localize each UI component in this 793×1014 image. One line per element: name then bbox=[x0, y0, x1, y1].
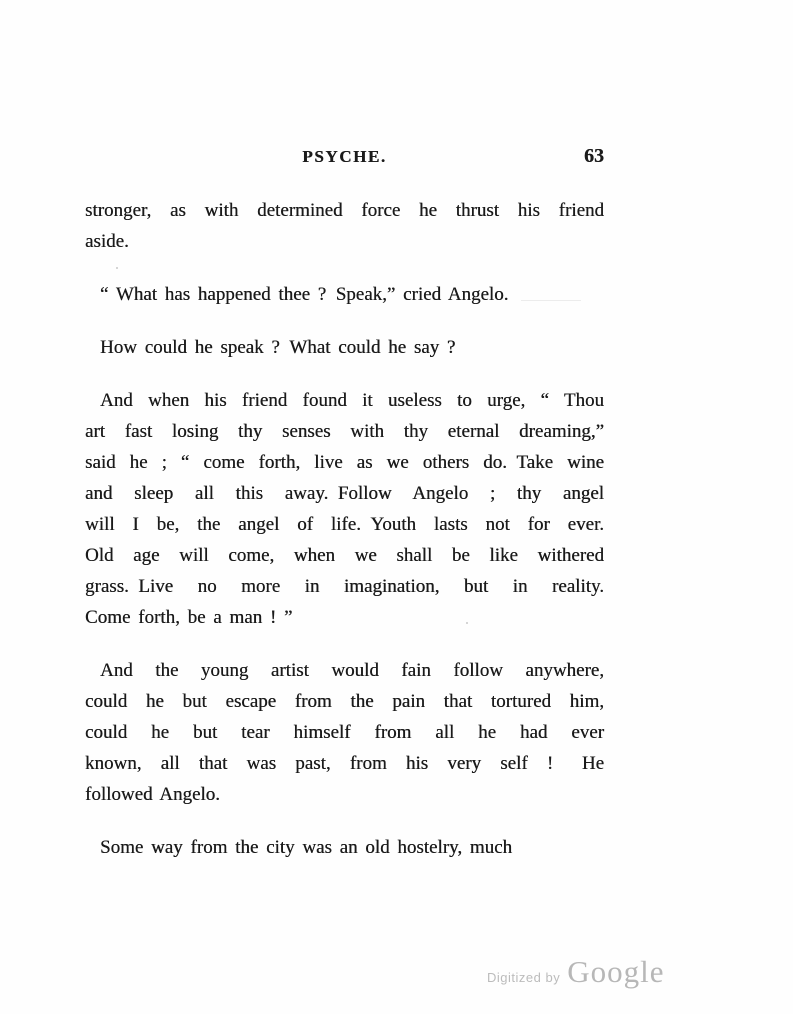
scan-speck bbox=[116, 267, 118, 269]
page-header bbox=[85, 147, 604, 171]
text-line: Old age will come, when we shall be like withered bbox=[85, 545, 604, 566]
paragraph bbox=[85, 832, 604, 863]
running-title: PSYCHE. bbox=[302, 147, 387, 166]
page-number: 63 bbox=[584, 145, 604, 167]
text-line: And the young artist would fain follow anywhere, bbox=[100, 660, 604, 681]
digitized-by-label: Digitized by bbox=[487, 970, 561, 985]
google-logo: Google bbox=[567, 954, 665, 989]
paragraph bbox=[85, 385, 604, 633]
body-text bbox=[85, 195, 604, 885]
scan-speck bbox=[466, 622, 468, 624]
text-line: and sleep all this away. Follow Angelo ; thy angel bbox=[85, 483, 604, 504]
text-line: said he ; “ come forth, live as we others do. Take wine bbox=[85, 452, 604, 473]
text-line: aside. bbox=[85, 231, 129, 252]
digitized-watermark bbox=[487, 956, 664, 987]
paragraph bbox=[85, 655, 604, 810]
text-line: could he but tear himself from all he had ever bbox=[85, 722, 604, 743]
paragraph bbox=[85, 279, 604, 310]
text-line: Come forth, be a man ! ” bbox=[85, 607, 293, 628]
paragraph bbox=[85, 195, 604, 257]
text-line: How could he speak ? What could he say ? bbox=[100, 337, 456, 358]
text-line: And when his friend found it useless to urge, “ Thou bbox=[100, 390, 604, 411]
text-line: grass. Live no more in imagination, but in reality. bbox=[85, 576, 604, 597]
text-line: will I be, the angel of life. Youth lasts not for ever. bbox=[85, 514, 604, 535]
text-line: “ What has happened thee ? Speak,” cried Angelo. bbox=[100, 284, 509, 305]
text-line: Some way from the city was an old hostelry, much bbox=[100, 837, 513, 858]
text-line: known, all that was past, from his very self ! He bbox=[85, 753, 604, 774]
text-line: could he but escape from the pain that tortured him, bbox=[85, 691, 604, 712]
paragraph bbox=[85, 332, 604, 363]
scan-artifact-line bbox=[521, 300, 581, 301]
text-line: followed Angelo. bbox=[85, 784, 220, 805]
text-line: stronger, as with determined force he thrust his friend bbox=[85, 200, 604, 221]
text-line: art fast losing thy senses with thy eternal dreaming,” bbox=[85, 421, 604, 442]
